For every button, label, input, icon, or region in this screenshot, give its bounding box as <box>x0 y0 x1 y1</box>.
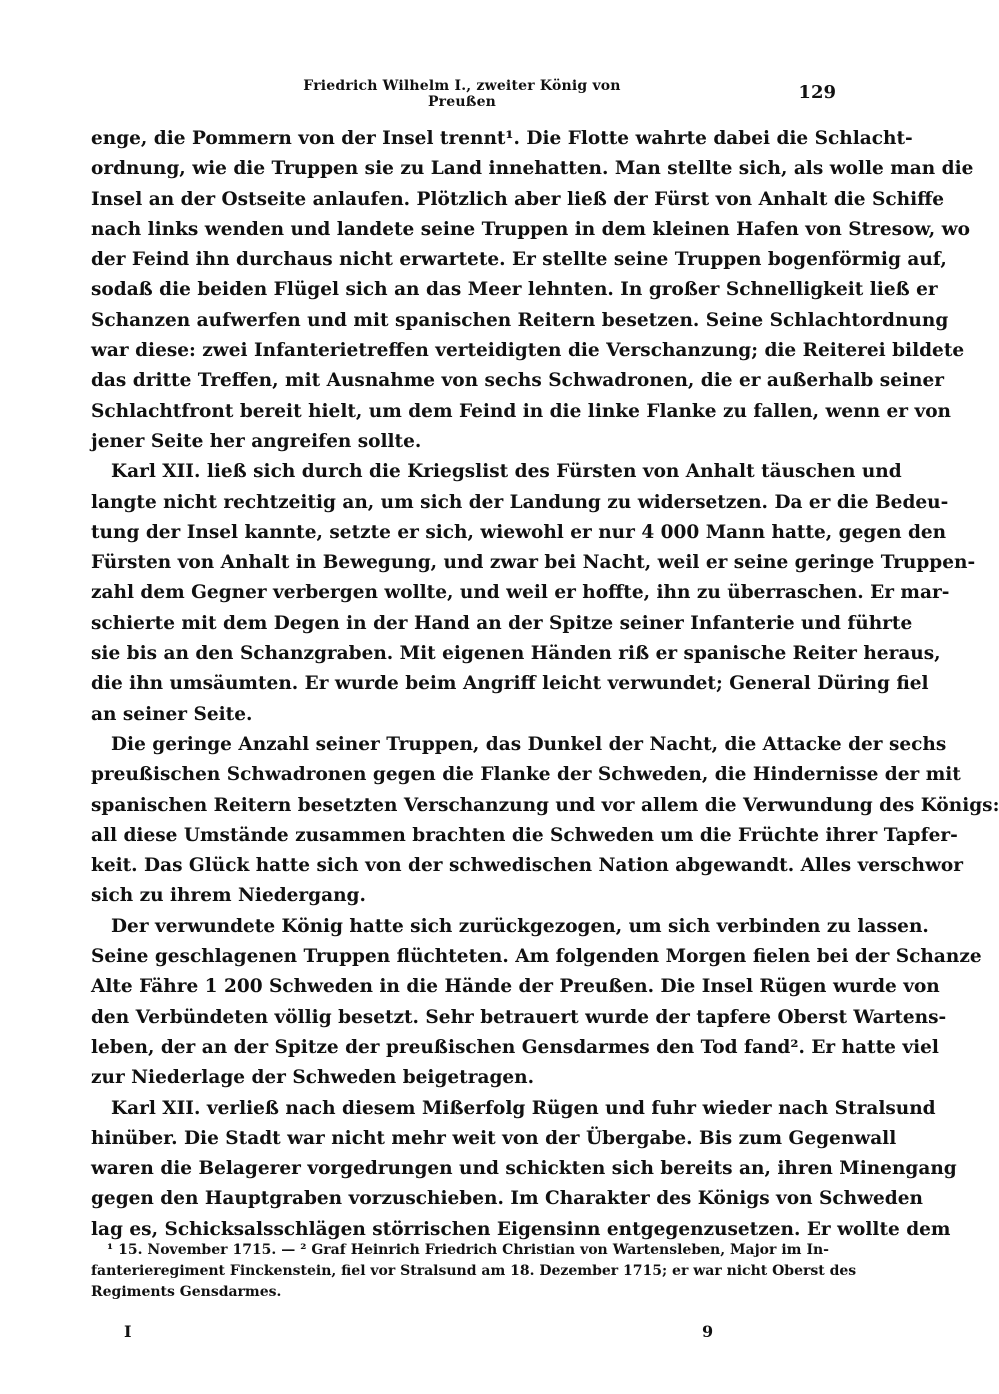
text-line: an seiner Seite. <box>91 703 253 725</box>
text-line: schierte mit dem Degen in der Hand an der Spitze seiner Infanterie und führte <box>91 612 913 634</box>
text-line: leben, der an der Spitze der preußischen Gensdarmes den Tod fand². Er hatte viel <box>91 1036 939 1058</box>
printer-signature-right: 9 <box>702 1322 714 1341</box>
text-line: langte nicht rechtzeitig an, um sich der Landung zu widersetzen. Da er die Bedeu- <box>91 491 949 513</box>
text-line: Die geringe Anzahl seiner Truppen, das Dunkel der Nacht, die Attacke der sechs <box>111 733 947 755</box>
text-line: Schanzen aufwerfen und mit spanischen Reitern besetzen. Seine Schlachtordnung <box>91 309 949 331</box>
text-line: Insel an der Ostseite anlaufen. Plötzlich aber ließ der Fürst von Anhalt die Schiffe <box>91 188 945 210</box>
text-line: Alte Fähre 1 200 Schweden in die Hände der Preußen. Die Insel Rügen wurde von <box>91 976 940 998</box>
text-line: den Verbündeten völlig besetzt. Sehr betrauert wurde der tapfere Oberst Wartens- <box>91 1006 947 1028</box>
text-line: der Feind ihn durchaus nicht erwartete. Er stellte seine Truppen bogenförmig auf, <box>91 249 947 271</box>
text-line: keit. Das Glück hatte sich von der schwedischen Nation abgewandt. Alles verschwor <box>91 855 964 877</box>
text-line: zur Niederlage der Schweden beigetragen. <box>91 1067 535 1089</box>
printer-signature-left: I <box>124 1322 132 1341</box>
text-line: ordnung, wie die Truppen sie zu Land innehatten. Man stellte sich, als wolle man die <box>91 158 974 180</box>
text-line: gegen den Hauptgraben vorzuschieben. Im Charakter des Königs von Schweden <box>91 1188 923 1210</box>
footnote-line: fanterieregiment Finckenstein, fiel vor Stralsund am 18. Dezember 1715; er war nicht Oberst des <box>91 1263 857 1279</box>
text-line: tung der Insel kannte, setzte er sich, wiewohl er nur 4 000 Mann hatte, gegen den <box>91 521 947 543</box>
text-line: Karl XII. verließ nach diesem Mißerfolg Rügen und fuhr wieder nach Stralsund <box>111 1097 936 1119</box>
text-line: sodaß die beiden Flügel sich an das Meer lehnten. In großer Schnelligkeit ließ er <box>91 279 938 301</box>
text-line: die ihn umsäumten. Er wurde beim Angriff leicht verwundet; General Düring fiel <box>91 673 929 695</box>
text-line: preußischen Schwadronen gegen die Flanke der Schweden, die Hindernisse der mit <box>91 764 961 786</box>
text-line: Seine geschlagenen Truppen flüchteten. Am folgenden Morgen fielen bei der Schanze <box>91 946 982 968</box>
text-line: zahl dem Gegner verbergen wollte, und weil er hoffte, ihn zu überraschen. Er mar- <box>91 582 950 604</box>
text-line: spanischen Reitern besetzten Verschanzung und vor allem die Verwundung des Königs: <box>91 794 999 816</box>
text-line: Karl XII. ließ sich durch die Kriegslist des Fürsten von Anhalt täuschen und <box>111 461 902 483</box>
text-line: hinüber. Die Stadt war nicht mehr weit von der Übergabe. Bis zum Gegenwall <box>91 1127 897 1149</box>
footnote-line: Regiments Gensdarmes. <box>91 1284 282 1300</box>
footnotes <box>91 1240 857 1303</box>
text-line: sie bis an den Schanzgraben. Mit eigenen Händen riß er spanische Reiter heraus, <box>91 643 941 665</box>
text-line: jener Seite her angreifen sollte. <box>91 430 422 452</box>
text-line: enge, die Pommern von der Insel trennt¹. Die Flotte wahrte dabei die Schlacht- <box>91 128 913 149</box>
text-line: Fürsten von Anhalt in Bewegung, und zwar bei Nacht, weil er seine geringe Truppen- <box>91 552 976 574</box>
running-title: Friedrich Wilhelm I., zweiter König von Preußen <box>303 78 621 110</box>
text-line: das dritte Treffen, mit Ausnahme von sechs Schwadronen, die er außerhalb seiner <box>91 370 944 392</box>
text-line: Der verwundete König hatte sich zurückgezogen, um sich verbinden zu lassen. <box>111 915 929 937</box>
text-line: war diese: zwei Infanterietreffen verteidigten die Verschanzung; die Reiterei bildete <box>91 340 965 362</box>
text-line: all diese Umstände zusammen brachten die Schweden um die Früchte ihrer Tapfer- <box>91 824 958 846</box>
text-line: lag es, Schicksalsschlägen störrischen Eigensinn entgegenzusetzen. Er wollte dem <box>91 1218 951 1240</box>
text-line: Schlachtfront bereit hielt, um dem Feind in die linke Flanke zu fallen, wenn er von <box>91 400 951 422</box>
body-text <box>91 124 999 1245</box>
text-line: nach links wenden und landete seine Truppen in dem kleinen Hafen von Stresow, wo <box>91 218 970 240</box>
footnote-line: ¹ 15. November 1715. — ² Graf Heinrich Friedrich Christian von Wartensleben, Major im In- <box>107 1242 829 1258</box>
text-line: sich zu ihrem Niedergang. <box>91 885 366 907</box>
page-number: 129 <box>798 82 836 103</box>
text-line: waren die Belagerer vorgedrungen und schickten sich bereits an, ihren Minengang <box>91 1158 957 1180</box>
